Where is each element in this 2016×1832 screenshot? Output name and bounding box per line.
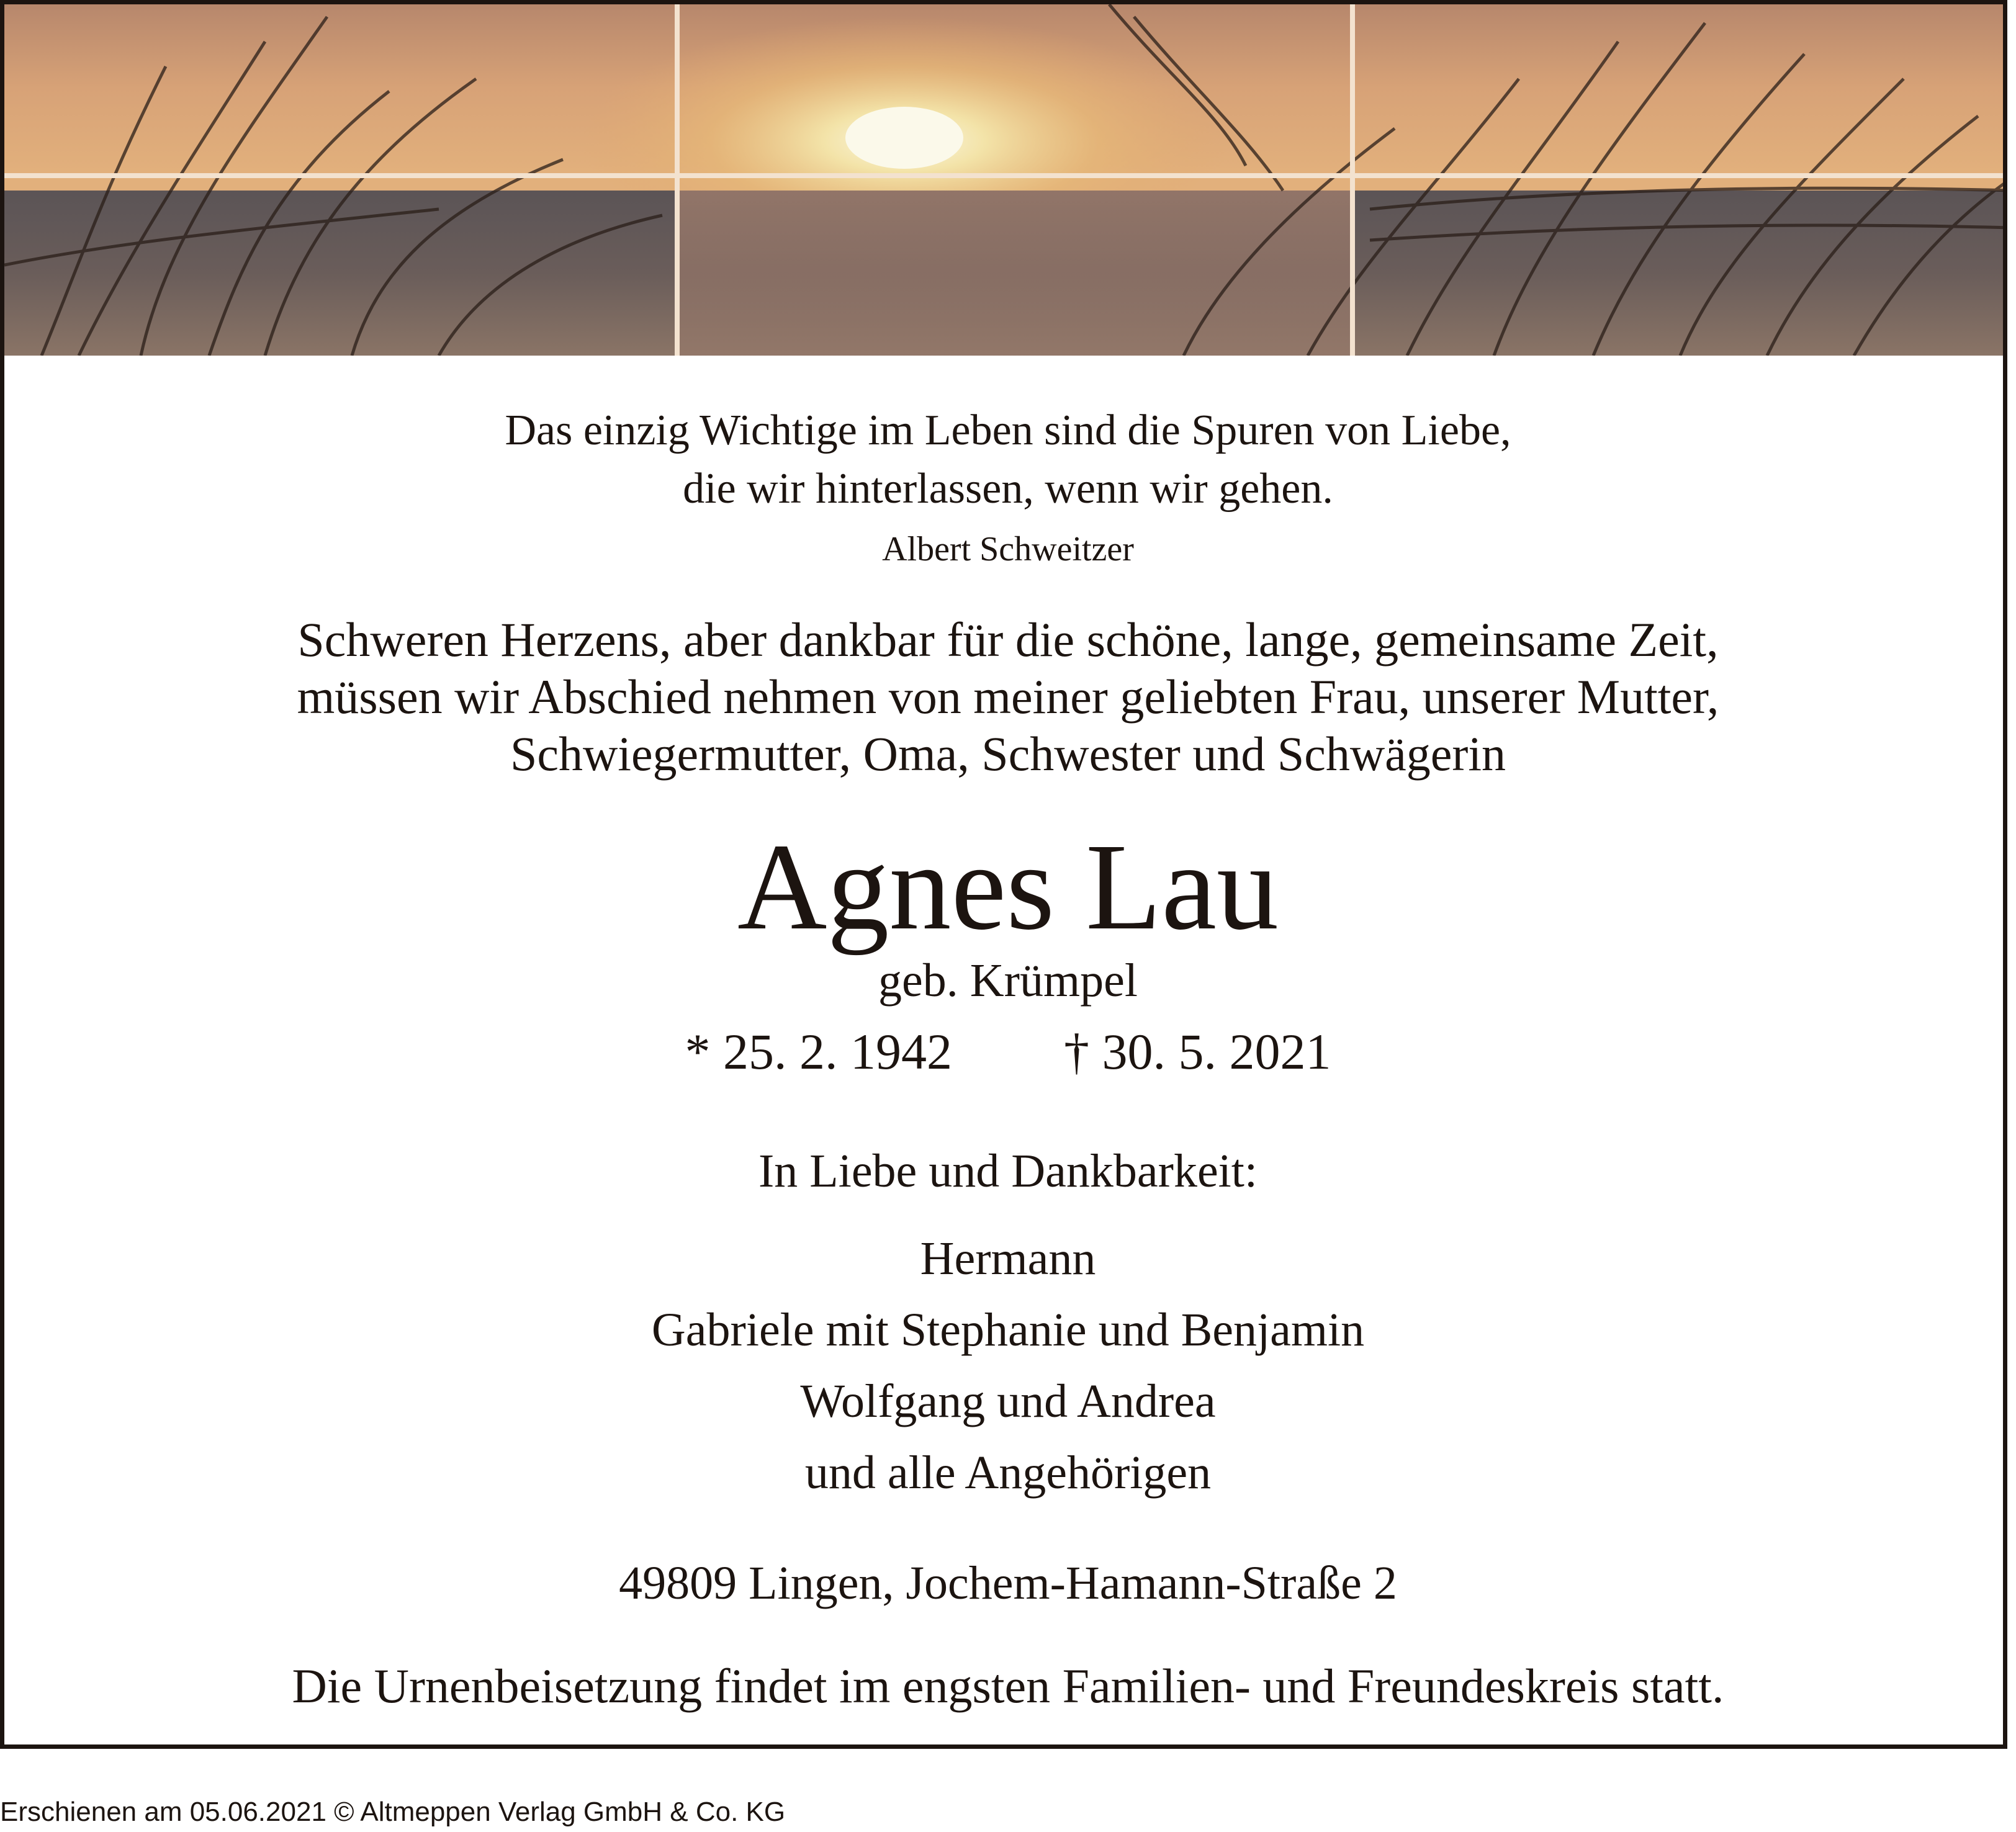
sunset-header-image — [4, 4, 2007, 356]
quote-line: Das einzig Wichtige im Leben sind die Spuren von Liebe, — [505, 406, 1511, 454]
intro-line: müssen wir Abschied nehmen von meiner geliebten Frau, unserer Mutter, — [297, 670, 1719, 724]
death-date: † 30. 5. 2021 — [1064, 1023, 1331, 1080]
family-member: und alle Angehörigen — [804, 1447, 1212, 1499]
burial-note: Die Urnenbeisetzung findet im engsten Familien- und Freundeskreis statt. — [292, 1659, 1724, 1713]
family-member: Gabriele mit Stephanie und Benjamin — [651, 1304, 1365, 1356]
intro-line: Schwiegermutter, Oma, Schwester und Schwägerin — [510, 727, 1506, 781]
sun-reflection — [675, 191, 1351, 356]
sunset-over-sea-image — [4, 4, 2007, 356]
quote-author: Albert Schweitzer — [882, 530, 1134, 568]
deceased-name: Agnes Lau — [737, 819, 1279, 956]
family-list — [4, 1223, 2007, 1509]
publication-footer: Erschienen am 05.06.2021 © Altmeppen Verlag GmbH & Co. KG — [0, 1797, 786, 1827]
address: 49809 Lingen, Jochem-Hamann-Straße 2 — [619, 1557, 1397, 1609]
sun-icon — [845, 107, 963, 169]
quote-block — [4, 402, 2007, 580]
birth-name: geb. Krümpel — [878, 954, 1138, 1007]
quote-line: die wir hinterlassen, wenn wir gehen. — [683, 465, 1333, 513]
life-dates — [4, 1021, 2007, 1083]
intro-text — [4, 611, 2007, 783]
family-member: Wolfgang und Andrea — [800, 1375, 1216, 1427]
closing-line: In Liebe und Dankbarkeit: — [758, 1145, 1258, 1197]
family-member: Hermann — [920, 1233, 1096, 1285]
birth-date: * 25. 2. 1942 — [685, 1023, 952, 1080]
intro-line: Schweren Herzens, aber dankbar für die schöne, lange, gemeinsame Zeit, — [297, 613, 1719, 667]
